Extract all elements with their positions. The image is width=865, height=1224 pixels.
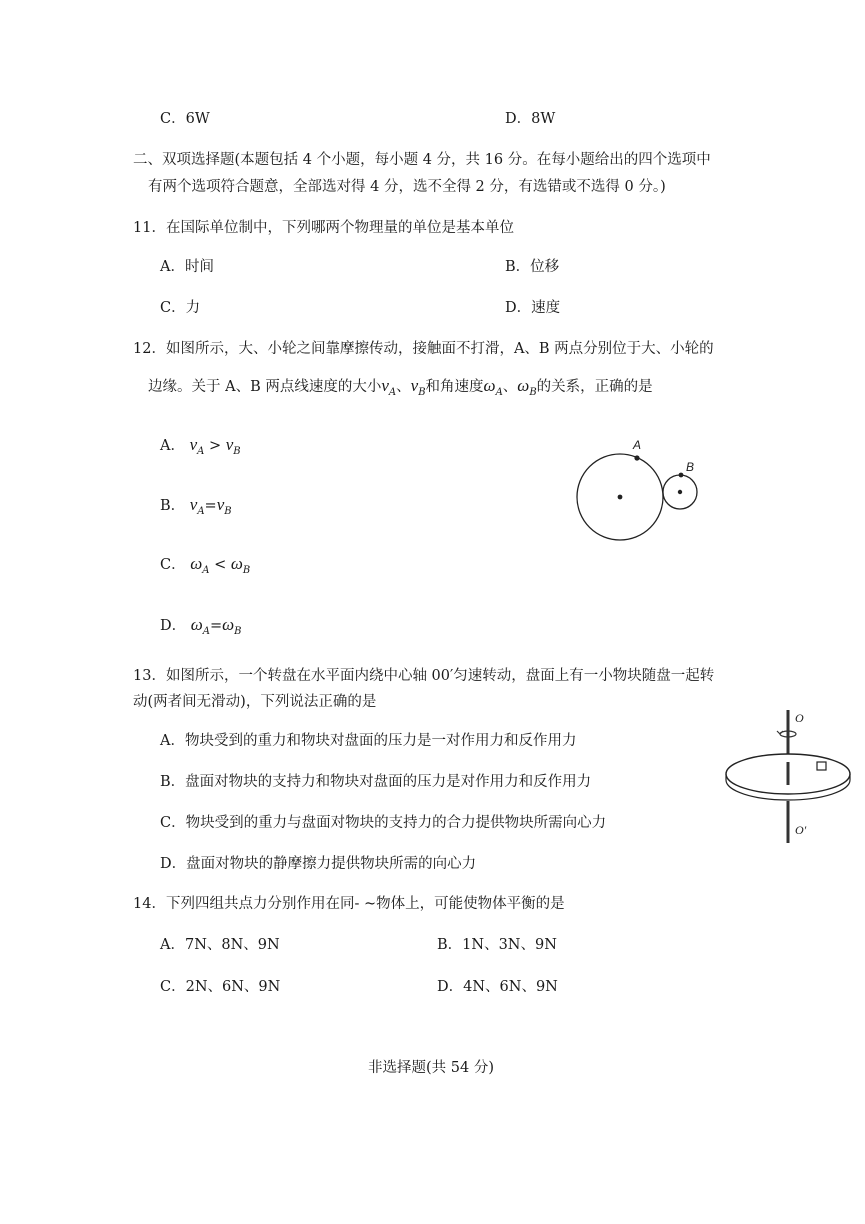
q11-stem: 11．在国际单位制中，下列哪两个物理量的单位是基本单位 (133, 220, 514, 236)
large-wheel-center (618, 495, 623, 500)
section2-instructions-line2: 有两个选项符合题意，全部选对得 4 分，选不全得 2 分，有选错或不选得 0 分。) (148, 179, 666, 195)
q12-option-b: B． $v_A=v_B$ (160, 495, 232, 517)
q12-stem-line2: 边缘。关于 A、B 两点线速度的大小$v_A$、$v_B$和角速度$\omega_A$、$\omega_B$的关系，正确的是 (148, 376, 653, 398)
point-a-dot (634, 455, 639, 460)
q13-option-c: C．物块受到的重力与盘面对物块的支持力的合力提供物块所需向心力 (160, 815, 607, 831)
point-b-label: B (686, 460, 695, 474)
point-a-label: A (633, 438, 642, 452)
q14-stem: 14．下列四组共点力分别作用在同- ~物体上，可能使物体平衡的是 (133, 896, 565, 912)
q13-option-d: D．盘面对物块的静摩擦力提供物块所需的向心力 (160, 856, 477, 872)
q12-stem-line1: 12．如图所示，大、小轮之间靠摩擦传动，接触面不打滑，A、B 两点分别位于大、小轮的 (133, 341, 714, 357)
q10-option-d: D．8W (505, 111, 556, 127)
q13-stem-line1: 13．如图所示，一个转盘在水平面内绕中心轴 00′匀速转动，盘面上有一小物块随盘一起转 (133, 668, 715, 684)
axis-bottom-label: O′ (795, 823, 807, 837)
small-wheel-center (678, 490, 682, 494)
section3-title: 非选择题(共 54 分) (368, 1060, 494, 1076)
q14-option-a: A．7N、8N、9N (160, 937, 280, 953)
axis-top-label: O (795, 711, 804, 725)
q11-option-a: A．时间 (160, 259, 214, 275)
q11-option-c: C．力 (160, 300, 201, 316)
q14-option-c: C．2N、6N、9N (160, 979, 281, 995)
q11-option-d: D．速度 (505, 300, 561, 316)
q12-option-d: D． $\omega_A=\omega_B$ (160, 615, 242, 637)
point-b-dot (679, 473, 684, 478)
q14-option-d: D．4N、6N、9N (437, 979, 558, 995)
q10-option-c: C．6W (160, 111, 210, 127)
q14-option-b: B．1N、3N、9N (437, 937, 557, 953)
q12-option-c: C． $\omega_A < \omega_B$ (160, 554, 251, 576)
turntable-figure (722, 706, 854, 846)
q13-option-b: B．盘面对物块的支持力和物块对盘面的压力是对作用力和反作用力 (160, 774, 592, 790)
section2-instructions-line1: 二、双项选择题(本题包括 4 个小题，每小题 4 分，共 16 分。在每小题给出的四个选项中 (133, 152, 711, 168)
wheels-figure (570, 435, 705, 547)
q11-option-b: B．位移 (505, 259, 560, 275)
q12-option-a: A． $v_A > v_B$ (160, 435, 241, 457)
q13-option-a: A．物块受到的重力和物块对盘面的压力是一对作用力和反作用力 (160, 733, 577, 749)
q13-stem-line2: 动(两者间无滑动)，下列说法正确的是 (133, 694, 377, 710)
small-block (817, 762, 826, 770)
